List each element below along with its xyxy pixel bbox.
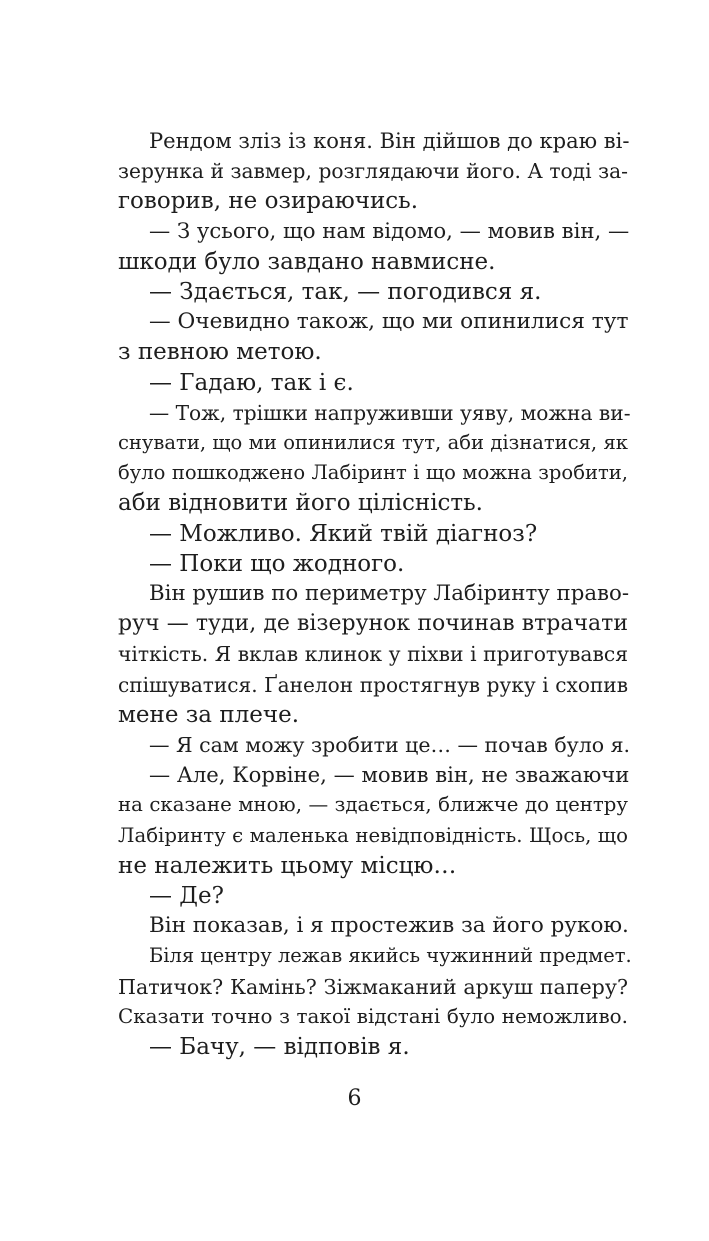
text-line: Патичок? Камінь? Зіжмаканий аркуш паперу? [118,974,628,999]
text-line: з певною метою. [118,339,322,366]
text-line: — Поки що жодного. [149,550,405,577]
text-line: Він показав, і я простежив за його рукою. [149,913,629,939]
text-line: було пошкоджено Лабіринт і що можна зробити, [118,461,628,485]
text-line: Лабіринту є маленька невідповідність. Щось, що [118,823,628,847]
text-line: — Де? [149,883,224,910]
text-line: чіткість. Я вклав клинок у піхви і приготувався [118,642,628,667]
body-text [118,126,632,1062]
paragraph [118,368,628,398]
text-line: — Я сам можу зробити це… — почав було я. [149,733,631,758]
text-line: шкоди було завдано навмисне. [118,248,496,275]
paragraph [118,398,631,519]
paragraph [118,307,628,367]
text-line: говорив, не озираючись. [118,188,418,215]
page-number: 6 [347,1086,362,1111]
text-line: Рендом зліз із коня. Він дійшов до краю ві- [149,128,630,153]
text-line: — Але, Корвіне, — мовив він, не зважаючи [149,762,630,788]
paragraph [118,760,628,881]
paragraph [118,730,631,760]
text-line: — Очевидно також, що ми опинилися тут [149,309,629,335]
text-line: мене за плече. [118,701,300,728]
text-line: — Бачу, — відповів я. [149,1034,410,1061]
text-line: Сказати точно з такої відстані було неможливо. [118,1004,628,1028]
paragraph [118,911,628,941]
text-line: — Тож, трішки напруживши уяву, можна ви- [149,400,631,425]
paragraph [118,277,628,307]
text-line: — З усього, що нам відомо, — мовив він, — [149,218,630,244]
text-line: Він рушив по периметру Лабіринту право- [149,581,630,607]
text-line: зерунка й завмер, розглядаючи його. А тоді за- [118,159,628,184]
paragraph [118,579,628,730]
paragraph [118,217,628,277]
text-line: руч — туди, де візерунок починав втрачати [118,611,628,637]
text-line: не належить цьому місцю… [118,852,457,879]
text-line: аби відновити його цілісність. [118,490,483,517]
paragraph [118,941,632,1032]
paragraph [118,1032,628,1062]
text-line: на сказане мною, — здається, ближче до центру [118,793,628,817]
text-line: спішуватися. Ґанелон простягнув руку і схопив [118,672,628,697]
paragraph [118,126,628,217]
text-line: Біля центру лежав якийсь чужинний предмет. [149,944,632,968]
text-line: снувати, що ми опинилися тут, аби дізнатися, як [118,431,628,455]
text-line: — Можливо. Який твій діагноз? [149,520,538,547]
paragraph [118,549,628,579]
text-line: — Здається, так, — погодився я. [149,279,542,306]
paragraph [118,519,628,549]
text-line: — Гадаю, так і є. [149,369,354,396]
paragraph [118,881,628,911]
